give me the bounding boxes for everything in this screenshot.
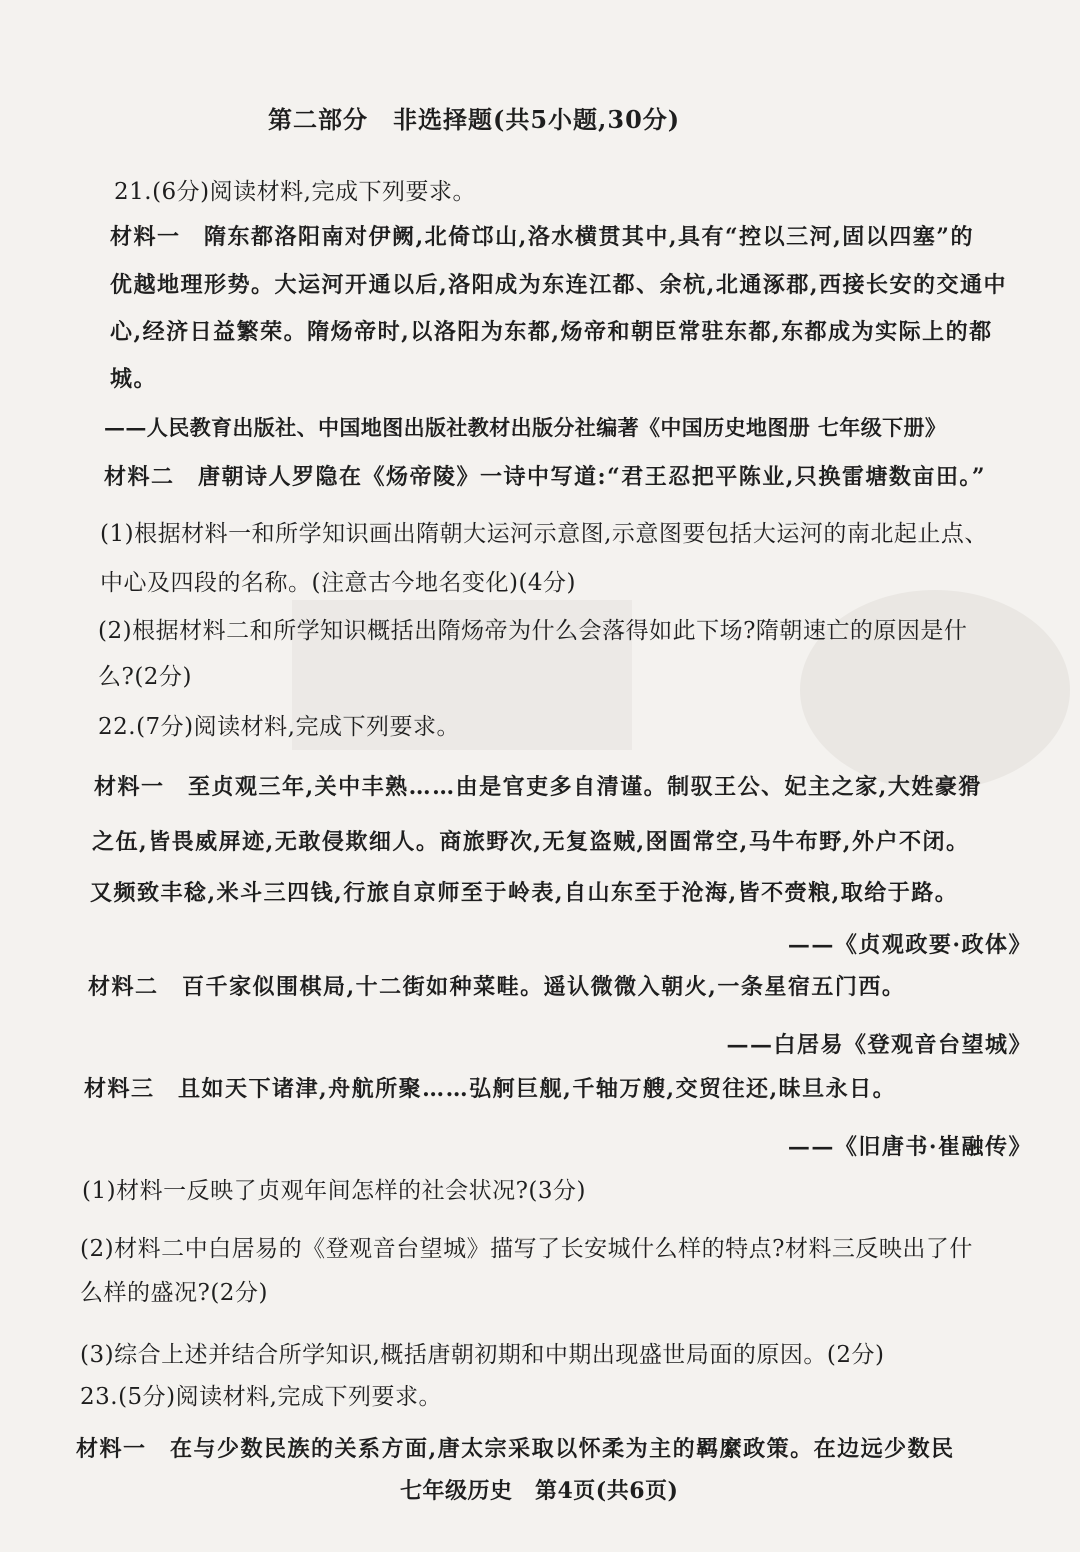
q21-question2-line1: (2)根据材料二和所学知识概括出隋炀帝为什么会落得如此下场?隋朝速亡的原因是什 xyxy=(98,618,968,644)
q21-material1-source: ——人民教育出版社、中国地图出版社教材出版分社编著《中国历史地图册 七年级下册》 xyxy=(104,415,947,440)
q22-material1-line1: 材料一 至贞观三年,关中丰熟……由是官吏多自清谨。制驭王公、妃主之家,大姓豪猾 xyxy=(94,774,982,800)
q22-material2: 材料二 百千家似围棋局,十二街如种菜畦。遥认微微入朝火,一条星宿五门西。 xyxy=(88,974,906,1000)
q21-question1-line1: (1)根据材料一和所学知识画出隋朝大运河示意图,示意图要包括大运河的南北起止点、 xyxy=(100,521,988,547)
q21-question2-line2: 么?(2分) xyxy=(98,664,192,690)
q23-header: 23.(5分)阅读材料,完成下列要求。 xyxy=(80,1384,442,1410)
q21-material1-line2: 优越地理形势。大运河开通以后,洛阳成为东连江都、余杭,北通涿郡,西接长安的交通中 xyxy=(110,272,1007,298)
q22-header: 22.(7分)阅读材料,完成下列要求。 xyxy=(98,714,460,740)
q21-material1-line3: 心,经济日益繁荣。隋炀帝时,以洛阳为东都,炀帝和朝臣常驻东都,东都成为实际上的都 xyxy=(110,319,993,345)
q22-material3-source: ——《旧唐书·崔融传》 xyxy=(787,1134,1032,1160)
q21-material1-line4: 城。 xyxy=(110,366,158,392)
q22-question2-line2: 么样的盛况?(2分) xyxy=(80,1280,268,1306)
q22-material1-line2: 之伍,皆畏威屏迹,无敢侵欺细人。商旅野次,无复盗贼,囹圄常空,马牛布野,外户不闭。 xyxy=(92,829,970,855)
q21-material2: 材料二 唐朝诗人罗隐在《炀帝陵》一诗中写道:“君王忍把平陈业,只换雷塘数亩田。” xyxy=(104,464,987,490)
q22-question1: (1)材料一反映了贞观年间怎样的社会状况?(3分) xyxy=(82,1178,586,1204)
section-title: 第二部分 非选择题(共5小题,30分) xyxy=(268,105,681,134)
q21-material1-line1: 材料一 隋东都洛阳南对伊阙,北倚邙山,洛水横贯其中,具有“控以三河,固以四塞”的 xyxy=(110,224,974,250)
q22-material3: 材料三 且如天下诸津,舟航所聚……弘舸巨舰,千轴万艘,交贸往还,昧旦永日。 xyxy=(84,1076,897,1102)
page-footer: 七年级历史 第4页(共6页) xyxy=(400,1478,679,1504)
q23-material1-line1: 材料一 在与少数民族的关系方面,唐太宗采取以怀柔为主的羁縻政策。在边远少数民 xyxy=(76,1436,955,1462)
q22-material2-source: ——白居易《登观音台望城》 xyxy=(726,1032,1032,1058)
q22-material1-source: ——《贞观政要·政体》 xyxy=(787,932,1032,958)
q21-header: 21.(6分)阅读材料,完成下列要求。 xyxy=(114,179,476,205)
q22-question3: (3)综合上述并结合所学知识,概括唐朝初期和中期出现盛世局面的原因。(2分) xyxy=(80,1342,885,1368)
q22-question2-line1: (2)材料二中白居易的《登观音台望城》描写了长安城什么样的特点?材料三反映出了什 xyxy=(80,1236,973,1262)
q22-material1-line3: 又频致丰稔,米斗三四钱,行旅自京师至于岭表,自山东至于沧海,皆不赍粮,取给于路。 xyxy=(90,880,959,906)
q21-question1-line2: 中心及四段的名称。(注意古今地名变化)(4分) xyxy=(100,570,577,596)
